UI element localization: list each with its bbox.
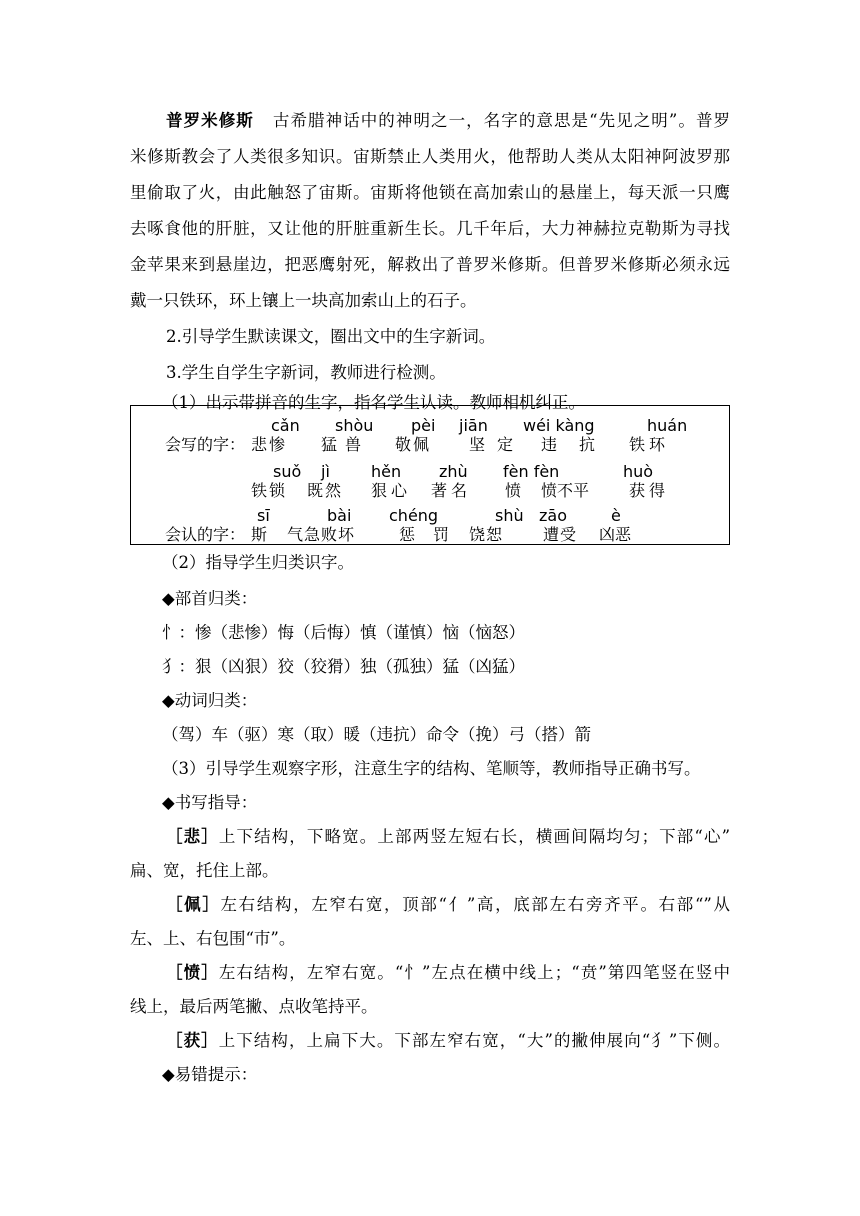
step-3-2: （2）指导学生归类识字。 <box>162 553 354 572</box>
char-group: 猛兽 <box>321 435 370 454</box>
pinyin: zāo <box>539 506 567 525</box>
intro-line-3: 里偷取了火，由此触怒了宙斯。宙斯将他锁在高加索山的悬崖上，每天派一只鹰 <box>130 183 730 202</box>
intro-line-5: 金苹果来到悬崖边，把恶鹰射死，解救出了普罗米修斯。但普罗米修斯必须永远 <box>130 255 730 274</box>
pinyin: cǎn <box>271 416 300 435</box>
char-group: 饶恕 <box>469 525 504 544</box>
pinyin: suǒ <box>273 462 302 481</box>
char-group: 狠心 <box>371 481 412 500</box>
pinyin: wéi kàng <box>523 416 595 435</box>
step-3-1: （1）出示带拼音的生字，指名学生认读。教师相机纠正。 <box>162 393 585 412</box>
char-group: 著名 <box>431 481 472 500</box>
pinyin: pèi <box>411 416 436 435</box>
writing-char: ［悲］ <box>166 827 219 846</box>
character-table <box>130 405 730 545</box>
char-group: 违 <box>541 435 558 454</box>
writing-item-3: ［愤］左右结构，左窄右宽。“忄”左点在横中线上；“贲”第四笔竖在竖中 <box>166 963 730 982</box>
radical-heading: ◆部首归类： <box>162 589 258 608</box>
char-group: 罚 <box>433 525 450 544</box>
writing-item-2-cont: 左、上、右包围“巿”。 <box>130 929 296 948</box>
writing-heading: ◆书写指导： <box>162 793 258 812</box>
char-group: 愤不平 <box>541 481 590 500</box>
char-group: 凶恶 <box>599 525 632 544</box>
label-write: 会写的字： <box>165 435 246 454</box>
pinyin: huán <box>647 416 688 435</box>
writing-item-1-cont: 扁、宽，托住上部。 <box>130 861 279 880</box>
writing-char: ［佩］ <box>166 895 221 914</box>
writing-char: ［获］ <box>166 1031 219 1050</box>
pinyin: huò <box>623 462 654 481</box>
writing-char: ［愤］ <box>166 963 219 982</box>
step-3: 3.学生自学生字新词，教师进行检测。 <box>166 363 446 382</box>
char-group: 气急败坏 <box>287 525 356 544</box>
char-group: 铁锁 <box>251 481 288 500</box>
radical-line-2: 犭：狠（凶狠）狡（狡猾）独（孤独）猛（凶猛） <box>162 657 525 676</box>
verb-line-1: （驾）车（驱）寒（取）暖（违抗）命令（挽）弓（搭）箭 <box>162 725 591 744</box>
pinyin: è <box>611 506 621 525</box>
char-group: 获得 <box>629 481 670 500</box>
writing-item-2: ［佩］左右结构，左窄右宽，顶部“亻”高，底部左右旁齐平。右部“”从 <box>166 895 730 914</box>
intro-line-6: 戴一只铁环，环上镶上一块高加索山上的石子。 <box>130 291 477 310</box>
intro-term: 普罗米修斯 <box>166 111 254 130</box>
pinyin: hěn <box>371 462 402 481</box>
char-group: 既然 <box>307 481 344 500</box>
char-group: 遭受 <box>543 525 578 544</box>
pinyin: zhù <box>439 462 468 481</box>
writing-item-3-cont: 线上，最后两笔撇、点收笔持平。 <box>130 997 378 1016</box>
label-read: 会认的字： <box>165 525 246 544</box>
errors-heading: ◆易错提示： <box>162 1065 258 1084</box>
char-group: 愤 <box>505 481 522 500</box>
intro-line-2: 米修斯教会了人类很多知识。宙斯禁止人类用火，他帮助人类从太阳神阿波罗那 <box>130 147 730 166</box>
pinyin: fèn fèn <box>503 462 560 481</box>
pinyin: sī <box>257 506 270 525</box>
pinyin: shòu <box>335 416 374 435</box>
char-group: 抗 <box>579 435 596 454</box>
writing-item-4: ［获］上下结构，上扁下大。下部左窄右宽，“大”的撇伸展向“犭”下侧。 <box>166 1031 731 1050</box>
step-2: 2.引导学生默读课文，圈出文中的生字新词。 <box>166 327 496 346</box>
char-group: 坚定 <box>469 435 526 454</box>
char-group: 敬佩 <box>395 435 432 454</box>
pinyin: jì <box>321 462 330 481</box>
intro-line-4: 去啄食他的肝脏，又让他的肝脏重新生长。几千年后，大力神赫拉克勒斯为寻找 <box>130 219 730 238</box>
intro-line-1: 普罗米修斯 古希腊神话中的神明之一，名字的意思是“先见之明”。普罗 <box>166 111 731 130</box>
pinyin: jiān <box>459 416 488 435</box>
pinyin: shù <box>495 506 524 525</box>
char-group: 铁环 <box>629 435 670 454</box>
verb-heading: ◆动词归类： <box>162 691 258 710</box>
step-3-3: （3）引导学生观察字形，注意生字的结构、笔顺等，教师指导正确书写。 <box>162 759 701 778</box>
char-group: 悲惨 <box>251 435 288 454</box>
char-group: 惩 <box>399 525 416 544</box>
pinyin: bài <box>327 506 352 525</box>
pinyin: chéng <box>389 506 439 525</box>
writing-item-1: ［悲］上下结构，下略宽。上部两竖左短右长，横画间隔均匀；下部“心” <box>166 827 730 846</box>
char-group: 斯 <box>251 525 268 544</box>
radical-line-1: 忄：惨（悲惨）悔（后悔）慎（谨慎）恼（恼怒） <box>162 623 525 642</box>
